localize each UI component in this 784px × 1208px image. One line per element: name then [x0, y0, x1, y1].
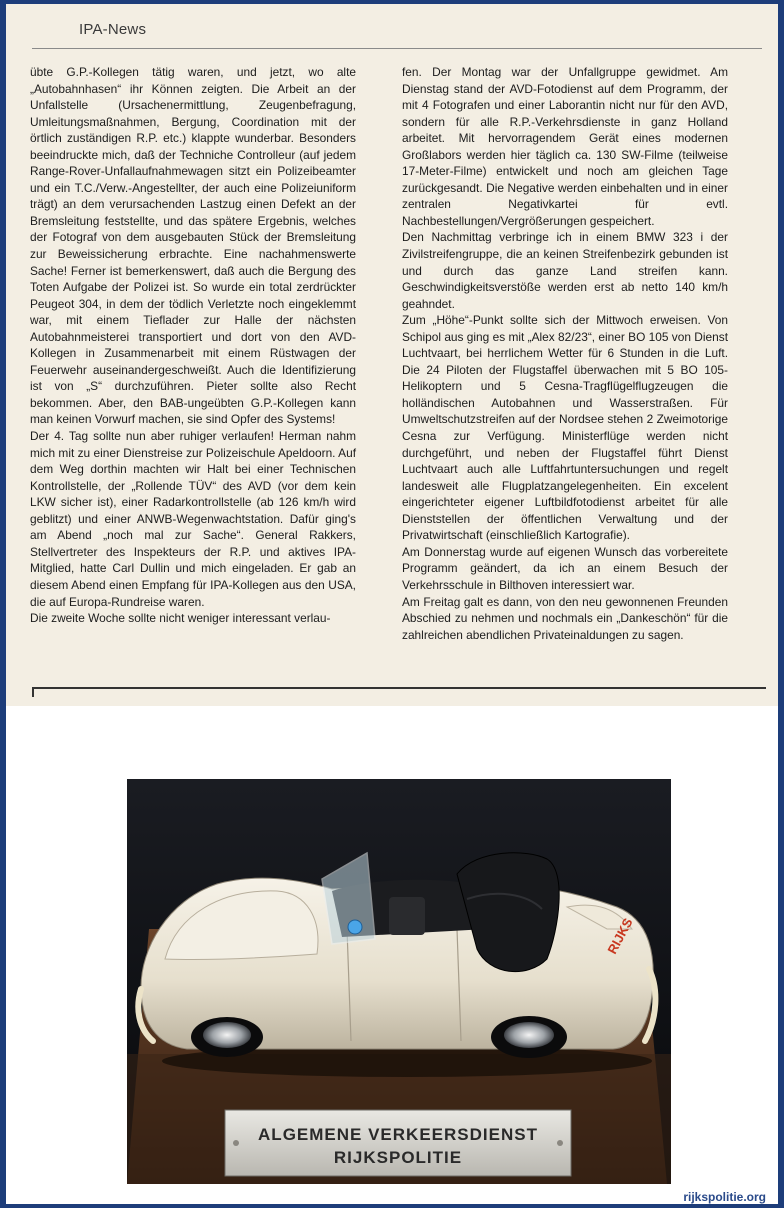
paragraph: Den Nachmittag verbringe ich in einem BMW 323 i der Zivilstreifengruppe, die an keinen Streifenbezirk gebunden ist und durch das ganze Land streifen kann. Geschwindigkeitsverstöße werden erst ab netto 140 km/h geahndet. [402, 230, 728, 311]
paragraph: übte G.P.-Kollegen tätig waren, und jetzt, wo alte „Autobahnhasen“ ihr Können zeigten. Die Arbeit an der Unfallstelle (Ursachenermittlung, Zeugenbefragung, Umleitungsmaßnahmen, Bergung, Coordination mit der örtlich zuständigen R.P. etc.) klappte wunderbar. Besonders beeindruckte mich, daß der Techniche Controlleur (auf jedem Range-Rover-Unfallaufnahmewagen sitzt ein Polizeibeamter und ein T.C./Verw.-Angestellter, der auch eine Polizeiuniform trägt) an dem verursachenden Lastzug einen Defekt an der Bremsleitung feststellte, und das spätere Ergebnis, welches der Fotograf von dem ausgebauten Stück der Bremsleitung zur Beweissicherung erbrachte. Eine nachahmenswerte Sache! Ferner ist bemerkenswert, daß auch die Bergung des Toten Aufgabe der Polizei ist. So wurde ein total zerdrückter Peugeot 304, in dem der tödlich Verletzte noch eingeklemmt war, mit einem Tieflader zur Halle der nächsten Autobahnmeisterei transportiert und dort von den AVD-Kollegen in Zusammenarbeit mit einem Rüstwagen der Feuerwehr auseinandergeschweißt. Auch die Identifizierung ist von „S“ durchzuführen. Pieter sollte also Recht bekommen. Aber, den BAB-ungeübten G.P.-Kollegen kann man keinen Vorwurf machen, sie sind Opfer des Systems! [30, 65, 356, 427]
paragraph: Zum „Höhe“-Punkt sollte sich der Mittwoch erweisen. Von Schipol aus ging es mit „Alex 82/23“, einer BO 105 von Dienst Luchtvaart, bei herrlichem Wetter für 6 Stunden in die Luft. Die 24 Piloten der Flugstaffel überwachen mit 5 BO 105-Helikoptern und 5 Cesna-Tragflügelflugzeugen die holländischen Autobahnen und Wasserstraßen. Für Umweltschutzstreifen auf der Nordsee stehen 2 Zweimotorige Cesna zur Verfügung. Ministerflüge werden nicht durchgeführt, und neben der Flugstaffel führt Dienst Luchtvaart auch alle Luftfahrtuntersuchungen und regelt landesweit alle Flugplatzangelegenheiten. Ein excelent eingerichteter eigener Luftbildfotodienst arbeitet für alle Dienststellen der öffentlichen Verwaltung und der Privatwirtschaft (einschließlich Kartografie). [402, 313, 728, 543]
name-plaque [225, 1110, 571, 1176]
footer-rule-tick [32, 687, 34, 697]
paragraph: fen. Der Montag war der Unfallgruppe gewidmet. Am Dienstag stand der AVD-Fotodienst auf dem Programm, der mit 4 Fotografen und einer Laborantin nicht nur für den AVD, sondern für alle R.P.-Verkehrsdienste in ganz Holland arbeitet. Mit hervorragendem Gerät eines modernen Großlabors werden hier täglich ca. 130 SW-Filme (teilweise 17-Meter-Filme) entwickelt und noch am gleichen Tage zurückgesandt. Die Negative werden einbehalten und in einer zentralen Negativkartei für evtl. Nachbestellungen/Vergrößerungen gespeichert. [402, 65, 728, 228]
paragraph: Die zweite Woche sollte nicht weniger interessant verlau- [30, 611, 331, 626]
header-rule [32, 48, 762, 49]
plaque-line-2: RIJKSPOLITIE [333, 1148, 463, 1167]
magazine-page [6, 4, 778, 706]
article-right-column [402, 64, 728, 643]
model-car-illustration [127, 779, 671, 1184]
footer-rule [32, 687, 766, 689]
article-left-column [30, 64, 356, 627]
front-wheel [191, 1017, 263, 1057]
model-car-photo [127, 779, 671, 1184]
page-header: IPA-News [79, 21, 147, 38]
paragraph: Am Donnerstag wurde auf eigenen Wunsch das vorbereitete Programm geändert, da ich an einem Besuch der Verkehrsschule in Bilthoven interessiert war. [402, 544, 728, 592]
rear-wheel [491, 1016, 567, 1058]
paragraph: Am Freitag galt es dann, von den neu gewonnenen Freunden Abschied zu nehmen und nochmals ein „Dankeschön“ für die zahlreichen abendlichen Privateinaldungen zu sagen. [402, 594, 728, 642]
paragraph: Der 4. Tag sollte nun aber ruhiger verlaufen! Herman nahm mich mit zu einer Dienstreise zur Polizeischule Apeldoorn. Auf dem Weg dorthin machten wir Halt bei einer Technischen Kontrollstelle, der „Rollende TÜV“ des AVD (vor dem kein LKW sicher ist), einer Radarkontrollstelle (ab 126 km/h wird geblitzt) und einer ANWB-Wegenwachtstation. Dafür ging's am Abend „noch mal zur Sache“. General Rakkers, Stellvertreter des Inspekteurs der R.P. und aktives IPA-Mitglied, hatte Carl Dullin und mich eingeladen. Er gab an diesem Abend einen Empfang für IPA-Kollegen aus den USA, die auf Europa-Rundreise waren. [30, 429, 356, 609]
door-lettering: RIJKS [604, 915, 636, 957]
site-watermark: rijkspolitie.org [683, 1190, 766, 1204]
plaque-line-1: ALGEMENE VERKEERSDIENST [258, 1125, 538, 1144]
